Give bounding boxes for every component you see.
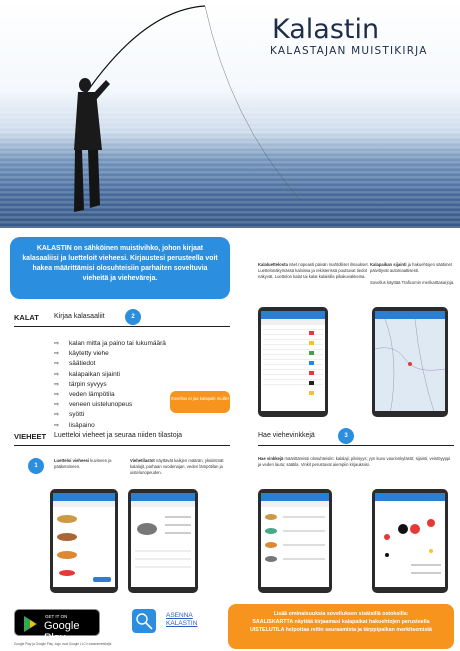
- desc-hae-bold: Hae vinkkejä: [258, 456, 284, 461]
- kalat-title: Kirjaa kalasaaliit: [54, 313, 105, 320]
- list-item: ⇨ tärpin syvyys: [54, 380, 166, 390]
- desc-kalaluettelo-bold: Kalaluettelosta: [258, 262, 288, 267]
- kalat-label: KALAT: [14, 313, 39, 322]
- list-item: ⇨ kalapaikan sijainti: [54, 370, 166, 380]
- install-icon[interactable]: [132, 609, 156, 633]
- phone-map: [372, 307, 448, 417]
- list-item: ⇨ lisäpaino: [54, 421, 166, 431]
- desc-kalapaikka-bold: Kalapaikan sijainti: [370, 262, 407, 267]
- google-play-icon-accent: [30, 620, 36, 628]
- desc-lure-stats-bold: Viehetilastot: [130, 458, 155, 463]
- phone-color-tips: [372, 489, 448, 593]
- list-item: ⇨ veden lämpötila: [54, 390, 166, 400]
- desc-lures-text: kuvineen ja pääketoineen.: [54, 458, 112, 469]
- privacy-note-button: Sovellus ei jaa kalapaik muille!: [170, 391, 230, 413]
- list-item: ⇨ käytetty viehe: [54, 349, 166, 359]
- desc-lure-stats: [130, 458, 230, 476]
- list-item: ⇨ veneen uistelunopeus: [54, 400, 166, 410]
- desc-hae-text: määrittämissi olosuhteisiin: kalalaji; pilvisyys; yyn kuvu vaurionkylästö; sijainti, veistöyyppi ja veden lautu; säätila. Vinkit perustuvat aiempiin kirjauksiisi.: [258, 456, 451, 467]
- desc-lures-bold: Luetteloi vieheesi: [54, 458, 90, 463]
- promo-box: [228, 604, 454, 649]
- phone-tips-list: [258, 489, 332, 593]
- install-link-line1: ASENNA: [166, 612, 193, 619]
- app-subtitle: KALASTAJAN MUISTIKIRJA: [270, 45, 428, 57]
- desc-lures: [54, 458, 114, 470]
- gp-small-text: GET IT ON: [45, 614, 68, 619]
- app-title: Kalastin: [272, 14, 380, 45]
- install-link-line2: KALASTIN: [166, 620, 198, 627]
- promo-line-2: SAALISKARTTA näyttää kirjaamasi kalapaikat hakuehtojen perusteella: [252, 619, 430, 625]
- desc-kalaluettelo: [258, 262, 380, 280]
- list-item: ⇨ kalan mitta ja paino tai lukumäärä: [54, 339, 166, 349]
- vieheet-title: Luetteloi vieheet ja seuraa niiden tilastoja: [54, 432, 183, 439]
- hero-banner: [0, 0, 460, 228]
- list-item: ⇨ säätiedot: [54, 359, 166, 369]
- step-badge-3: 3: [338, 428, 354, 444]
- gp-big-text: Google Play: [44, 620, 80, 644]
- desc-kalapaikka-text: ja hakuehtojen säätimet päivittyvät automaattisesti.: [370, 262, 452, 273]
- desc-kalapaikka: [370, 262, 455, 286]
- kalat-divider: [14, 326, 230, 327]
- desc-hae: [258, 456, 454, 468]
- promo-line-1: Lisää ominaisuuksia sovelluksen sisäisillä ostoksilla:: [273, 611, 409, 617]
- kalat-checklist: [54, 339, 166, 431]
- hae-divider: [258, 445, 454, 446]
- intro-box: KALASTIN on sähköinen muistivihko, johon kirjaat kalasaaliisi ja luetteloit vieheesi. Kirjaustesi perusteella voit hakea määrittämisi olosuhteisiin parhaiten soveltuvia vieheitä ja vieheväreja.: [10, 237, 230, 299]
- desc-kalapaikka-text2: Sovellus käyttää Traficomin merikarttasarjoja.: [370, 279, 455, 285]
- step-badge-1: 1: [28, 458, 44, 474]
- step-badge-2: 2: [125, 309, 141, 325]
- trademark-footnote: Google Play ja Google Play -logo ovat Google LLC:n tavaramerkkejä.: [14, 642, 112, 646]
- google-play-badge[interactable]: [14, 609, 100, 644]
- desc-lure-stats-text: näyttävät kaikjen määrän, yksiintmät kalalajit, parhaan vuodenajan, veden lämpötilan ja uistelunopeuden.: [130, 458, 224, 475]
- vieheet-label: VIEHEET: [14, 432, 47, 441]
- phone-lure-list: [50, 489, 118, 593]
- vieheet-divider: [14, 445, 230, 446]
- phone-lure-detail: [128, 489, 198, 593]
- install-link[interactable]: [166, 612, 197, 628]
- hae-title: Hae viehevinkkejä: [258, 432, 315, 439]
- promo-line-3: UISTELUTILA helpottaa reitin seuraamista ja tärppipaikan merkitsemistä: [249, 627, 432, 633]
- fisherman-illustration: [0, 0, 460, 228]
- desc-kalaluettelo-text: näet nopeasti päivän mahtolliset ilmaukset. Luettelonäkymässä kaloissa ja rekisterissä puuttuvat tiedot näkyvät. Luettelon kalat tai kalat kalaisilla pikakuvakkeina.: [258, 262, 369, 279]
- phone-fish-list: [258, 307, 328, 417]
- list-item: ⇨ syötti: [54, 410, 166, 420]
